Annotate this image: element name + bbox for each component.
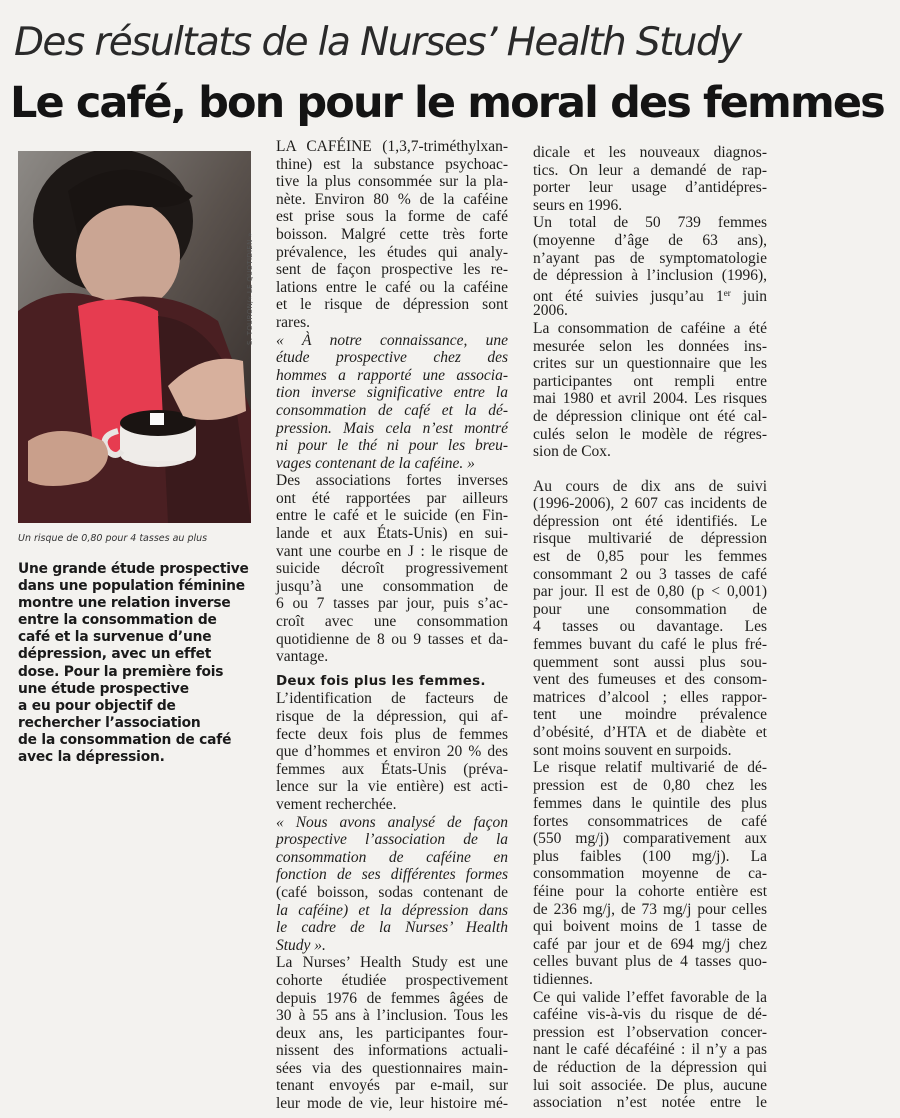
body-line: 30 à 55 ans à l’inclusion. Tous les: [276, 1007, 508, 1025]
body-line: tenant envoyés par e-mail, sur: [276, 1077, 508, 1095]
body-line: boisson. Malgré cette très forte: [276, 225, 508, 243]
article-headline: Le café, bon pour le moral des femmes: [10, 78, 884, 128]
body-line: d’obésité, d’HTA et de diabète et: [533, 724, 767, 741]
quote-line: Study ».: [276, 936, 326, 954]
body-line: cohorte étudiée prospectivement: [276, 971, 508, 989]
lead-line: entre la consommation de: [18, 612, 217, 629]
article-photo: [18, 151, 251, 523]
body-line: vent des fumeuses et des consom-: [533, 671, 767, 689]
body-line: (moyenne d’âge de 63 ans),: [533, 231, 767, 249]
body-line: leur mode de vie, leur histoire mé-: [276, 1095, 508, 1113]
body-line: de réduction de la dépression qui: [533, 1058, 767, 1076]
body-fragment: ont été suivies jusqu’au 1: [533, 287, 724, 305]
photo-credit: S. TOURON/« LE QUOTIDIEN »: [246, 232, 254, 345]
body-line: [533, 285, 767, 303]
quote-line: prospective l’association de la: [276, 831, 508, 849]
body-line: femmes aux États-Unis (préva-: [276, 760, 508, 778]
body-line: mai 1980 et avril 2004. Les risques: [533, 390, 767, 408]
photo-woman-with-coffee-cup: [18, 151, 251, 523]
body-line: dépression ont été identifiés. Le: [533, 512, 767, 530]
body-line: nète. Environ 80 % de la caféine: [276, 190, 508, 208]
body-line: consommation moyenne de ca-: [533, 865, 767, 883]
lead-line: Une grande étude prospective: [18, 561, 249, 577]
body-line: 4 tasses ou davantage. Les: [533, 618, 767, 636]
body-line: pression est l’observation concer-: [533, 1023, 767, 1041]
quote-line: étude prospective chez des: [276, 349, 508, 367]
body-line: de 236 mg/j, de 73 mg/j pour celles: [533, 900, 767, 918]
body-line: mesurée selon les données ins-: [533, 337, 767, 355]
body-line: par jour. Il est de 0,80 (p < 0,001): [533, 583, 767, 601]
lead-line: une étude prospective: [18, 680, 189, 697]
lead-line: montre une relation inverse: [18, 595, 231, 612]
body-line: plus faibles (100 mg/j). La: [533, 847, 767, 865]
quote-line: le cadre de la Nurses’ Health: [276, 919, 508, 937]
body-line: lence sur la vie entière) est acti-: [276, 778, 508, 796]
article-lead: [18, 561, 263, 766]
body-line: porter leur usage d’antidépres-: [533, 179, 767, 197]
quote-line: fonction de ses différentes formes: [276, 866, 508, 884]
body-line: café par jour et de 694 mg/j chez: [533, 935, 767, 953]
body-line: sent de façon prospective les re-: [276, 261, 508, 279]
body-line: vement recherchée.: [276, 795, 397, 813]
body-line: rares.: [276, 313, 310, 331]
body-line: de dépression clinique ont été cal-: [533, 407, 767, 425]
body-line: lande et aux États-Unis) en sui-: [276, 525, 508, 543]
body-line: fecte deux fois plus de femmes: [276, 725, 508, 743]
body-line: femmes dans le quintile des plus: [533, 795, 767, 812]
body-line: deux ans, les participantes four-: [276, 1024, 508, 1042]
lead-line: dose. Pour la première fois: [18, 663, 224, 680]
body-line: thine) est la substance psychoac-: [276, 155, 508, 173]
body-line: risque multivarié de dépression: [533, 530, 767, 548]
body-line: risque de la dépression, qui af-: [276, 708, 508, 725]
quote-line: vages contenant de la caféine. »: [276, 454, 475, 472]
body-line: Ce qui valide l’effet favorable de la: [533, 988, 767, 1006]
body-line: consommant 2 ou 3 tasses de café: [533, 565, 767, 583]
body-line: et le risque de dépression sont: [276, 296, 508, 314]
quote-line: « À notre connaissance, une: [276, 331, 508, 349]
body-line: dicale et les nouveaux diagnos-: [533, 144, 767, 161]
body-line: vantage.: [276, 648, 329, 666]
body-line: culés selon le modèle de régres-: [533, 425, 767, 443]
body-line: matrices d’alcool ; elles rappor-: [533, 688, 767, 706]
body-line: est de 0,85 pour les femmes: [533, 548, 767, 566]
body-line: prévalence, les études qui analy-: [276, 243, 508, 261]
body-line: pour une consommation de: [533, 600, 767, 618]
body-line: 6 ou 7 tasses par jour, puis s’ac-: [276, 595, 508, 613]
body-line: L’identification de facteurs de: [276, 690, 508, 708]
body-line: femmes buvant du café le plus fré-: [533, 636, 767, 654]
body-line: suicide décroît progressivement: [276, 560, 508, 578]
quote-line: tion inverse significative entre la: [276, 384, 508, 402]
body-line: lations entre le café ou la caféine: [276, 278, 508, 296]
body-line: La consommation de caféine a été: [533, 319, 767, 337]
body-line: pression est de 0,80 chez les: [533, 776, 767, 794]
article-column-right: [533, 144, 767, 794]
body-line: ont été rapportées par ailleurs: [276, 489, 508, 507]
body-line: association n’est notée entre le: [533, 1094, 767, 1112]
lead-line: de la consommation de café: [18, 731, 232, 748]
article-kicker: Des résultats de la Nurses’ Health Study: [14, 20, 741, 65]
body-line: qui boivent moins de 1 tasse de: [533, 918, 767, 936]
body-line: féine pour la cohorte entière est: [533, 882, 767, 900]
body-line: quotidienne de 8 ou 9 tasses et da-: [276, 630, 508, 648]
body-line: (café boisson, sodas contenant de: [276, 883, 508, 901]
body-line: nant le café décaféiné : il n’y a pas: [533, 1041, 767, 1059]
body-line: que d’hommes et environ 20 % des: [276, 743, 508, 761]
lead-line: dans une population féminine: [18, 578, 245, 595]
body-line: sion de Cox.: [533, 443, 611, 461]
lead-line: a eu pour objectif de: [18, 697, 176, 714]
body-line: LA CAFÉINE (1,3,7-triméthylxan-: [276, 138, 508, 155]
body-line: vant une courbe en J : le risque de: [276, 542, 508, 560]
body-line: quemment sont aussi plus sou-: [533, 653, 767, 671]
body-line: tent une moindre prévalence: [533, 706, 767, 724]
body-line: croît avec une consommation: [276, 613, 508, 631]
quote-line: ni pour le thé ni pour les breu-: [276, 437, 508, 455]
body-line: est prise sous la forme de café: [276, 208, 508, 226]
body-line: Un total de 50 739 femmes: [533, 214, 767, 232]
body-fragment: juin: [730, 287, 767, 305]
body-line: jusqu’à une consommation de: [276, 577, 508, 595]
body-line: sées via des questionnaires main-: [276, 1059, 508, 1077]
body-line: Le risque relatif multivarié de dé-: [533, 759, 767, 777]
article-column-right-continued: [533, 795, 767, 1112]
body-line: (1996-2006), 2 607 cas incidents de: [533, 495, 767, 513]
quote-line: « Nous avons analysé de façon: [276, 813, 508, 831]
lead-line: avec la dépression.: [18, 749, 165, 766]
body-line: celles buvant plus de 4 tasses quo-: [533, 953, 767, 971]
section-subheading: Deux fois plus les femmes.: [276, 672, 486, 689]
body-line: nissent des informations actuali-: [276, 1042, 508, 1060]
body-line: sont moins souvent en surpoids.: [533, 741, 732, 759]
body-line: n’ayant pas de symptomatologie: [533, 249, 767, 267]
body-line: La Nurses’ Health Study est une: [276, 954, 508, 972]
photo-caption: Un risque de 0,80 pour 4 tasses au plus: [18, 533, 208, 544]
body-line: Des associations fortes inverses: [276, 472, 508, 490]
body-line: fortes consommatrices de café: [533, 812, 767, 830]
body-line: Au cours de dix ans de suivi: [533, 477, 767, 495]
body-line: participantes ont rempli entre: [533, 372, 767, 390]
body-line: crites sur un questionnaire que les: [533, 355, 767, 373]
quote-line: consommation de caféine en: [276, 848, 508, 866]
quote-line: hommes a rapporté une associa-: [276, 366, 508, 384]
body-line: de dépression à l’inclusion (1996),: [533, 267, 767, 285]
body-line: tive la plus consommée sur la pla-: [276, 173, 508, 191]
superscript: er: [723, 287, 731, 298]
body-line: tidiennes.: [533, 970, 593, 988]
lead-line: café et la survenue d’une: [18, 629, 212, 646]
body-line: seurs en 1996.: [533, 196, 623, 214]
body-line: depuis 1976 de femmes âgées de: [276, 989, 508, 1007]
lead-line: dépression, avec un effet: [18, 646, 212, 663]
body-line: (550 mg/j) comparativement aux: [533, 830, 767, 848]
quote-line: la caféine) et la dépression dans: [276, 901, 508, 919]
lead-line: rechercher l’association: [18, 714, 201, 731]
body-line: tics. On leur a demandé de rap-: [533, 161, 767, 179]
quote-line: consommation de café et la dé-: [276, 401, 508, 419]
quote-line: pression. Mais cela n’est montré: [276, 419, 508, 437]
body-line: lui soit associée. De plus, aucune: [533, 1076, 767, 1094]
body-line: entre le café et le suicide (en Fin-: [276, 507, 508, 525]
body-line: caféine vis-à-vis du risque de dé-: [533, 1006, 767, 1024]
body-line: 2006.: [533, 302, 568, 320]
article-column-middle: [276, 138, 508, 1113]
